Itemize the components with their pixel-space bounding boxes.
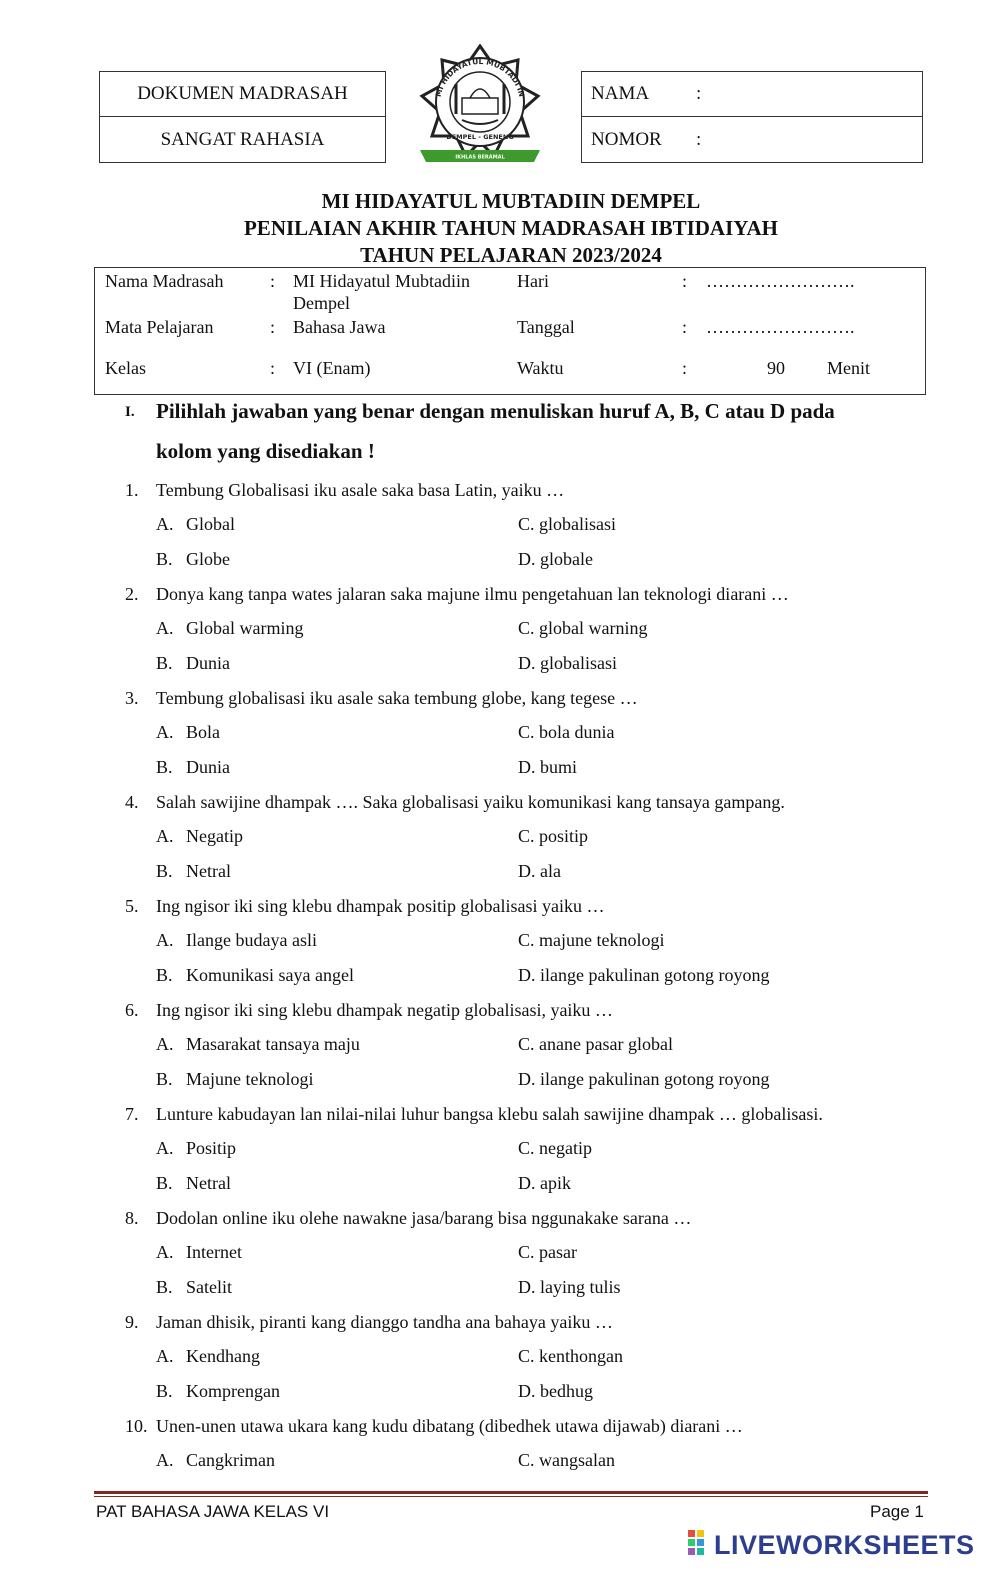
- option-b-text: Satelit: [186, 1277, 232, 1297]
- option-a-letter: A.: [156, 1450, 174, 1470]
- option-a-letter: A.: [156, 826, 174, 846]
- class-colon: :: [270, 358, 276, 378]
- option-c: C. anane pasar global: [518, 1034, 673, 1054]
- option-d: D. ala: [518, 861, 561, 881]
- date-colon: :: [682, 317, 688, 337]
- question-number: 7.: [125, 1104, 139, 1124]
- option-a-text: Global: [186, 514, 235, 534]
- instruction-line-2: kolom yang disediakan !: [156, 439, 375, 463]
- day-colon: :: [682, 271, 688, 291]
- option-c: C. majune teknologi: [518, 930, 665, 950]
- option-c: C. negatip: [518, 1138, 592, 1158]
- option-a-text: Masarakat tansaya maju: [186, 1034, 360, 1054]
- day-label: Hari: [517, 271, 549, 291]
- class-value: VI (Enam): [293, 358, 371, 378]
- option-a-text: Kendhang: [186, 1346, 260, 1366]
- class-label: Kelas: [105, 358, 146, 378]
- option-d: D. bedhug: [518, 1381, 593, 1401]
- school-colon: :: [270, 271, 276, 291]
- name-label: NAMA: [591, 83, 650, 104]
- logo-ribbon-text: IKHLAS BERAMAL: [455, 154, 505, 161]
- option-c: C. bola dunia: [518, 722, 615, 742]
- option-b-text: Netral: [186, 861, 231, 881]
- school-value: MI Hidayatul Mubtadiin Dempel: [293, 271, 470, 313]
- logo-text-top: MI HIDAYATUL MUBTADI'IN: [433, 56, 527, 98]
- option-a-text: Global warming: [186, 618, 304, 638]
- option-b-letter: B.: [156, 1173, 173, 1193]
- question-number: 4.: [125, 792, 139, 812]
- option-b-letter: B.: [156, 965, 173, 985]
- option-a-letter: A.: [156, 722, 174, 742]
- question-number: 10.: [125, 1416, 148, 1436]
- date-label: Tanggal: [517, 317, 575, 337]
- option-d: D. ilange pakulinan gotong royong: [518, 965, 770, 985]
- option-b-text: Netral: [186, 1173, 231, 1193]
- liveworksheets-logo[interactable]: [688, 1528, 975, 1562]
- question-text: Ing ngisor iki sing klebu dhampak negatip globalisasi, yaiku …: [156, 1000, 613, 1020]
- instruction-line-1: Pilihlah jawaban yang benar dengan menuliskan huruf A, B, C atau D pada: [156, 399, 835, 423]
- option-b-text: Globe: [186, 549, 230, 569]
- option-a-text: Cangkriman: [186, 1450, 275, 1470]
- option-d: D. bumi: [518, 757, 578, 777]
- document-label: DOKUMEN MADRASAH: [137, 83, 348, 104]
- name-colon: :: [696, 83, 702, 104]
- question-text: Tembung globalisasi iku asale saka tembung globe, kang tegese …: [156, 688, 638, 708]
- option-c: C. kenthongan: [518, 1346, 623, 1366]
- question-number: 6.: [125, 1000, 139, 1020]
- subject-label: Mata Pelajaran: [105, 317, 214, 337]
- option-b-letter: B.: [156, 1277, 173, 1297]
- option-b-letter: B.: [156, 1381, 173, 1401]
- option-a-text: Bola: [186, 722, 220, 742]
- option-a-text: Negatip: [186, 826, 243, 846]
- liveworksheets-icon: [688, 1530, 714, 1560]
- question-number: 3.: [125, 688, 139, 708]
- name-field[interactable]: [712, 78, 912, 110]
- option-c: C. wangsalan: [518, 1450, 615, 1470]
- header-left-divider: [99, 116, 386, 117]
- question-text: Dodolan online iku olehe nawakne jasa/barang bisa nggunakake sarana …: [156, 1208, 692, 1228]
- subject-colon: :: [270, 317, 276, 337]
- number-field[interactable]: [712, 124, 912, 156]
- option-c: C. positip: [518, 826, 589, 846]
- option-d: D. ilange pakulinan gotong royong: [518, 1069, 770, 1089]
- option-b-text: Komunikasi saya angel: [186, 965, 354, 985]
- option-a-letter: A.: [156, 618, 174, 638]
- option-b-text: Dunia: [186, 653, 230, 673]
- option-b-letter: B.: [156, 653, 173, 673]
- option-d: D. globale: [518, 549, 593, 569]
- time-colon: :: [682, 358, 688, 378]
- question-number: 5.: [125, 896, 139, 916]
- option-a-text: Ilange budaya asli: [186, 930, 317, 950]
- question-text: Jaman dhisik, piranti kang dianggo tandha ana bahaya yaiku …: [156, 1312, 613, 1332]
- time-label: Waktu: [517, 358, 564, 378]
- option-a-letter: A.: [156, 930, 174, 950]
- footer-rule-thick: [94, 1491, 928, 1494]
- header-right-divider: [581, 116, 923, 117]
- option-a-text: Internet: [186, 1242, 242, 1262]
- footer-rule-thin: [94, 1496, 928, 1497]
- option-d: D. apik: [518, 1173, 571, 1193]
- section-number: I.: [125, 404, 135, 420]
- question-number: 8.: [125, 1208, 139, 1228]
- option-b-letter: B.: [156, 1069, 173, 1089]
- option-a-letter: A.: [156, 1034, 174, 1054]
- question-text: Unen-unen utawa ukara kang kudu dibatang (dibedhek utawa dijawab) diarani …: [156, 1416, 743, 1436]
- page-number: Page 1: [870, 1502, 924, 1521]
- option-b-text: Majune teknologi: [186, 1069, 314, 1089]
- option-b-letter: B.: [156, 861, 173, 881]
- question-number: 9.: [125, 1312, 139, 1332]
- option-b-text: Dunia: [186, 757, 230, 777]
- option-c: C. global warning: [518, 618, 648, 638]
- option-b-text: Komprengan: [186, 1381, 280, 1401]
- date-value: …………………….: [706, 317, 855, 337]
- question-number: 1.: [125, 480, 139, 500]
- option-a-letter: A.: [156, 1138, 174, 1158]
- option-c: C. globalisasi: [518, 514, 616, 534]
- footer-title: PAT BAHASA JAWA KELAS VI: [96, 1502, 330, 1521]
- option-a-letter: A.: [156, 514, 174, 534]
- option-a-letter: A.: [156, 1242, 174, 1262]
- question-text: Lunture kabudayan lan nilai-nilai luhur bangsa klebu salah sawijine dhampak … globalisasi.: [156, 1104, 823, 1124]
- time-unit: Menit: [827, 358, 870, 378]
- subject-value: Bahasa Jawa: [293, 317, 386, 337]
- option-d: D. laying tulis: [518, 1277, 621, 1297]
- exam-title: PENILAIAN AKHIR TAHUN MADRASAH IBTIDAIYAH: [243, 216, 779, 240]
- question-number: 2.: [125, 584, 139, 604]
- school-title: MI HIDAYATUL MUBTADIIN DEMPEL: [321, 189, 701, 213]
- secret-label: SANGAT RAHASIA: [160, 129, 325, 150]
- option-b-letter: B.: [156, 757, 173, 777]
- option-b-letter: B.: [156, 549, 173, 569]
- number-label: NOMOR: [591, 129, 662, 150]
- year-title: TAHUN PELAJARAN 2023/2024: [360, 243, 662, 267]
- school-logo: [416, 44, 544, 166]
- time-value: 90: [767, 358, 785, 378]
- option-c: C. pasar: [518, 1242, 577, 1262]
- question-text: Donya kang tanpa wates jalaran saka majune ilmu pengetahuan lan teknologi diarani …: [156, 584, 789, 604]
- day-value: …………………….: [706, 271, 855, 291]
- option-a-text: Positip: [186, 1138, 237, 1158]
- question-text: Tembung Globalisasi iku asale saka basa Latin, yaiku …: [156, 480, 565, 500]
- logo-text-bottom: DEMPEL - GENENG: [446, 133, 514, 141]
- number-colon: :: [696, 129, 702, 150]
- question-text: Ing ngisor iki sing klebu dhampak positip globalisasi yaiku …: [156, 896, 605, 916]
- school-label: Nama Madrasah: [105, 271, 224, 291]
- option-d: D. globalisasi: [518, 653, 617, 673]
- option-a-letter: A.: [156, 1346, 174, 1366]
- liveworksheets-brand: LIVEWORKSHEETS: [714, 1529, 975, 1560]
- question-text: Salah sawijine dhampak …. Saka globalisasi yaiku komunikasi kang tansaya gampang.: [156, 792, 785, 812]
